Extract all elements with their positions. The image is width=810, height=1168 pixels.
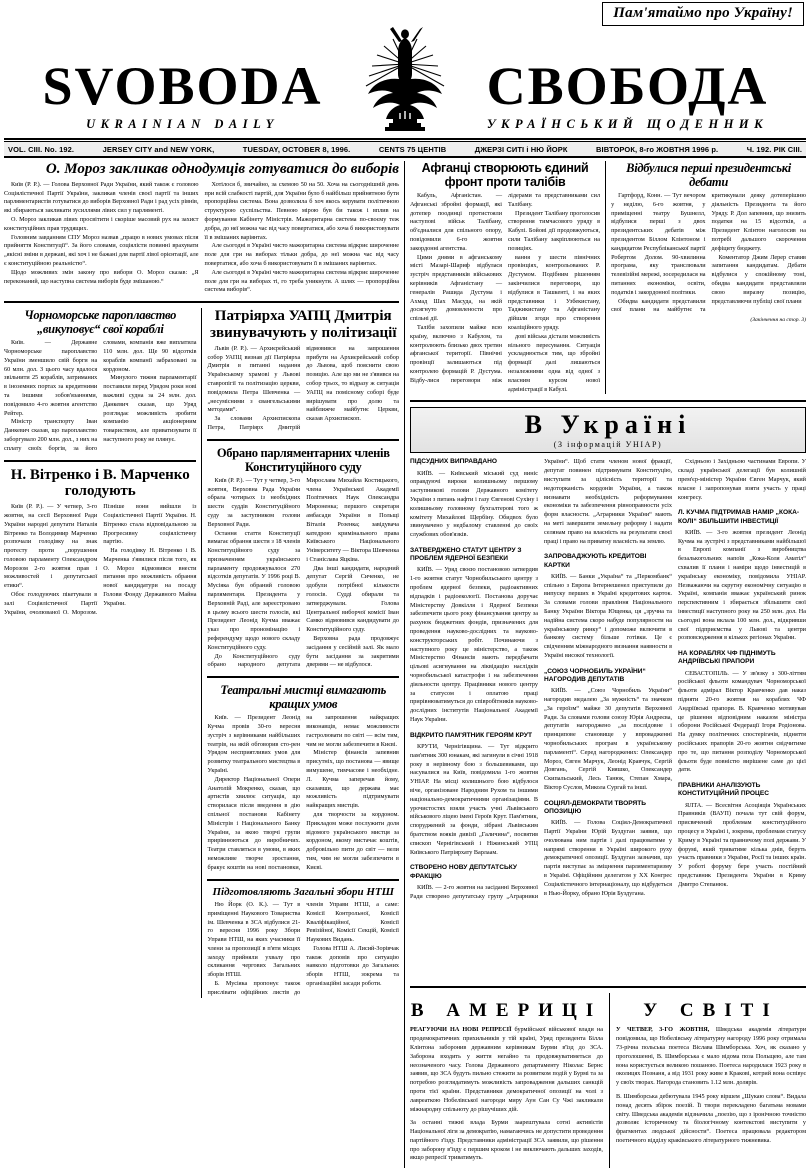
article-vitrenko-body: [4, 503, 196, 617]
ukraine-section-title: В Україні: [524, 410, 692, 440]
left-lower-block: [4, 308, 399, 998]
left-half: [4, 161, 404, 1168]
paragraph: Два інші кандидати, народний депутат Сергій Сиченко, не здобули потрібної кількости голосів. Судді обирали та затверджували. Голова Центральної виборчої комісії Іван Самко відмовився кандидувати до Конституційного суду.: [306, 564, 399, 634]
paragraph: Коментатор Джим Лерер ставив запитання кандидатам. Дебати відбулися у спокійному тоні, обидва кандидати представляли свою виразну позицію, представляючи публіці свої плани: [711, 253, 806, 305]
digest-subhead: ВІДКРИТО ПАМ'ЯТНИК ГЕРОЯМ КРУТ: [410, 731, 532, 739]
paragraph: Президент Талібану проголосив створення тимчасового уряду в Кабулі. Бойові дії продовжуються, сили Талібану закріплюються на позиціях.: [508, 209, 601, 252]
right-col-5-6: [410, 161, 605, 394]
masthead-subtitle-en: UKRAINIAN DAILY: [86, 117, 279, 131]
digest-text: КИЇВ. — Голова Соціял-Демократичної Партії України Юрій Буздуган заявив, що очолювана ним партія і далі працюватиме у напрямі створення в Україні широкого руху демократичної опозиції. Буздуган зазначив, що партія виступає за зміцнення парляментаризму в Україні. Офіційним делегатом у XX Конгрес Соціялістичного інтернаціоналу, що відбудеться в Нью-Йорку, обрано Юрія Буздугана.: [544, 819, 672, 897]
article-vitrenko-headline: Н. Вітренко і В. Марченко голодують: [10, 466, 190, 500]
digest-text: КИЇВ. — Банки „Україна“ та „Перкомбанк“ спільно з Европа Інтернешенел приступили до випуску перших в Україні кредитових карток. За словами голови правління Національного Банку України Віктора Ющенка, ця „зручна та надійна система скоро набуде популярности на українському ринку“ і допоможе включити в банкову систему більше готівки. Це є свідченням міжнародного визнання наявности в Україні високої технології.: [544, 572, 672, 659]
america-section-body: [410, 1026, 603, 1163]
article-patriarch-headline: Патріярха УАПЦ Дмитрія звинувачують у політизації: [210, 308, 397, 341]
digest-item: [678, 509, 806, 643]
paragraph: Київ (Р. Р.). — Голова Верховної Ради України, який також є головою Соціялістичної Партії України, закликав членів своєї партії та інших парляментаристів готуватися до виборів Верховної Ради і рад усіх рівнів, які збираються закликати зусиллями лівих сил у парляменті.: [4, 180, 199, 215]
article-theatre-body: [207, 714, 399, 872]
digest-subhead: СОЦІЯЛ-ДЕМОКРАТИ ТВОРЯТЬ ОПОЗИЦІЮ: [544, 799, 647, 815]
article-chornomorske-headline: Чорноморське пароплавство „викуповує“ свої кораблі: [24, 308, 177, 337]
paragraph: Але сьогодні в Україні чисто мажоритарна система відкриє широченне поле для гри на виборах тільки добра, до неї можна час від часу повертатися, або хоча б використовувати її в змішаних варіянтах.: [204, 242, 399, 267]
america-section: [410, 993, 609, 1168]
paragraph: Київ. — Державне Чорноморське пароплавство України зменшило свій борги на 60 млн. дол. З цього часу вдалося звільнити 25 кораблів, затриманих в іноземних портах за кредитними та іншими зобов'язаннями, повідомило 4-го жовтня агентство Рейтер.: [4, 339, 98, 417]
digest-subhead: ЗАТВЕРДЖЕНО СТАТУТ ЦЕНТРУ З ПРОБЛЕМ ЯДЕРНОЇ БЕЗПЕКИ: [410, 546, 522, 563]
slogan-text: Пам'ятаймо про Україну!: [602, 2, 804, 26]
article-theatre: [207, 683, 399, 872]
paragraph: Обидва кандидати представили свої плани на майбутнє та критикували деяку дотеперішню діяльність Президента та його Уряду. Р. Дол запевнив, що знизить податки на 15 відсотків, а Президент Клінтон наголосив на потребі дальшого скорочення дефіциту бюджету.: [611, 192, 806, 314]
divider: [4, 301, 399, 303]
brief-lead: У ЧЕТВЕР, 3-ГО ЖОВТНЯ,: [615, 1026, 710, 1034]
digest-subhead: НА КОРАБЛЯХ ЧФ ПІДНІМУТЬ АНДРІЇВСЬКІ ПРАПОРИ: [678, 650, 776, 666]
masthead-title-uk: СВОБОДА: [486, 55, 769, 116]
paragraph: Київ. — Президент Леонід Кучма провів 30-го вересня зустріч з керівниками найбільших театрів, на якій обговорив сто-рен Урядом несприятливих умов для розвитку театрального мистецтва в Україні.: [207, 714, 301, 775]
digest-subhead: ЗАПРОВАДЖУЮТЬ КРЕДИТОВІ КАРТКИ: [544, 553, 647, 569]
brief-item: [410, 1026, 603, 1114]
digest-text: КИЇВ. — Київський міський суд виніс оправдуючі вироки колишньому першому заступникові голови Державного комітету України з питань нафти і газу Євгенові Сухіну і колишньому головному бухгалтерові того ж комітету Михайлові Щербіну. Обидвох було звинувачено у недбалому ставленні до своїх службових обов'язків.: [410, 469, 538, 539]
dateline-date-en: TUESDAY, OCTOBER 8, 1996.: [242, 144, 351, 154]
left-col-1-2: [4, 308, 201, 998]
digest-item: [410, 458, 538, 540]
article-moroz-headline: О. Мороз закликав однодумців готуватися до виборів: [45, 161, 399, 177]
digest-item: [678, 650, 806, 775]
brief-item: [616, 1026, 806, 1088]
brief-item: [616, 1093, 806, 1146]
ukraine-section-subtitle: (З інформацій УНІАР): [553, 440, 663, 450]
paragraph: Хотілося б, звичайно, за схемою 50 на 50. Хоча на сьогоднішній день при всій слабкості партій, для України було б найбільш прийнятною бути пропорційна система. Вона дозволила б хоч якось керувати політичною структурою суспільства. Певною мірою був би також і вплив на формування Кабінету Міністрів. Мажоритарна система по-своєму теж добра, до неї можна час від часу повертатися, або хоча б використовувати її в змішаних варіянтах.: [204, 180, 399, 241]
paragraph: вання у шести північних провінціях, контрольованих Р. Дустумом. Подібним рішенням закінчилися переговори, що відбулися в Ташкенті, і на яких представники і Узбекистану, Таджикистану та Афганістану дійшли згоди про створення коаліційного уряду.: [508, 253, 601, 331]
article-constitutional-court-headline: Обрано парляментарних членів Конституційного суду: [216, 445, 390, 474]
paragraph: Кабуль, Афганістан. — Афганські збройні формації, які дотепер поодинці протистояли наступові військ Талібану, об'єдналися для спільного опору, повідомили 6-го жовтня закордонні агентства.: [410, 192, 503, 252]
paragraph: Гартфорд, Конн. — Тут вечором у неділю, 6-го жовтня, у приміщенні театру Бушнелл, відбулися перші з двох президентських дебатів між президентом Біллом Клінтоном і кандидатом Республіканської партії Робертом Долом. 90-хвилинна програма, яку транслювали телевізійні мережі, зосередилася на питаннях економіки, освіти, податків і закордонної політики.: [611, 192, 706, 296]
divider: [207, 879, 399, 881]
paragraph: Таліби захопили майже всю країну, включно з Кабулом, та контролюють близько двох третин афганської території. Північні провінції залишаються під контролею формацій Р. Дустума. Відбу-лися переговори між лідерами та представниками сил Талібану.: [410, 192, 601, 384]
digest-item: [678, 782, 806, 889]
paragraph: Київ (Р. Р.). — У четвер, 3-го жовтня, на сесії Верховної Ради України народні депутати Наталія Вітренко та Володимир Марченко розпочали голодівку на знак протесту проти „порушення головою парламенту Олександром Морозом 2-го жовтня прав і можливостей і депутатської етики“.: [4, 503, 98, 590]
paragraph: Щодо можливих змін закону про вибори О. Мороз сказав: „Я переконаний, що наступна система виборів буде змішаною.“: [4, 268, 199, 285]
paragraph: для творчости за кордоном. Прикладом може послужити доля відомого українського мистця за кордоном, якому вистачає коштів, добровільно пити до світ — вели тим, чим не могли забезпечити в Києві.: [306, 811, 399, 871]
brief-text: За останні тижні влада Бурми заарештувала сотні активістів Національної ліги за демократію, намагаючись не допустити проведення партійного з'їзду. Представники адміністрації ЗСА заявили, що рішення про заборону в'їзду є першим кроком і не виключають дальших заходів, якщо репресії триватимуть.: [410, 1119, 603, 1162]
brief-lead: РЕАГУЮЧИ НА НОВІ РЕПРЕСІЇ: [410, 1026, 512, 1034]
digest-subhead: „СОЮЗ ЧОРНОБИЛЬ УКРАЇНИ“ НАГОРОДИВ ДЕПУТАТІВ: [544, 667, 646, 683]
article-ntsh-headline: Підготовляють Загальні збори НТШ: [212, 885, 395, 898]
article-vitrenko: [4, 467, 196, 618]
page-grid: [4, 158, 806, 1168]
digest-item: [410, 732, 538, 858]
slogan-box: [602, 2, 804, 26]
paragraph: Головним завданням СПУ Мороз назвав „працю в нових умовах після прийняття Конституції“. За його словами, соціялісти повинні врахувати „якісні зміни в державі, які хоч і не бажані для партії лівої орієнтації, але є конституційною реальністю“.: [4, 233, 199, 267]
article-afghan-headline: Афганці створюють єдиний фронт проти талібів: [421, 161, 589, 189]
paragraph: Київ (Р. Р.). — Тут у четвер, 3-го жовтня, Верховна Рада України обрала чотирьох із необхідних шести суддів Конституційного суду за заступником голови Верховної Ради.: [207, 476, 301, 528]
digest-text: КИЇВ. — Уряд своєю постановою затвердив 1-го жовтня статут Чорнобильського центру з проблем ядерної безпеки, радіоактивних відпадків і радіоекології. Постанова доручає Міністерству Довкілля і Ядерної Безпеки забезпечити цього року фінансування центру за рахунок бюджетних фондів, призначених для проведення науково-дослідних та науково-конструкторських робіт. Починаючи з наступного року це міністерство, а також Міністерство Фінансів мають передбачати цільові асигнування на ліквідацію наслідків чорнобильської катастрофи і на забезпечення діяльности центру. Працівники нового центру за статусом і оплатою праці прирівнюватимуться до співробітників науково-дослідних інститутів Національної Академії Наук України.: [410, 566, 538, 723]
article-chornomorske-body: [4, 339, 196, 453]
masthead-ukrainian: [465, 55, 790, 132]
dateline-volume-uk: Ч. 192. РІК CIII.: [746, 144, 803, 154]
divider: [207, 676, 399, 678]
digest-item: [544, 800, 672, 899]
article-constitutional-court: [207, 446, 399, 671]
dateline-city-en: JERSEY CITY and NEW YORK,: [102, 144, 215, 154]
liberty-monument-emblem: [345, 24, 465, 132]
paragraph: Цими днями в афганському місті Мазарі-Шариф відбулася зустріч представників військових керівників Афганістану — генералів Рашида Дустума і Ахмад Шах Масуда, на якій досягнуто домовлености про спільні дії.: [410, 253, 503, 323]
digest-item: [544, 668, 672, 793]
world-section-body: [616, 1026, 806, 1145]
ukraine-section-digest: [410, 458, 806, 980]
dateline-price: CENTS 75 ЦЕНТІВ: [378, 144, 447, 154]
paragraph: Голова НТШ А. Лисий-Зорівчак також доповів про ситуацію навколо підготовки до Загальних зборів НТШ, зокрема та організаційні засади роботи.: [306, 944, 399, 988]
article-moroz-body: [4, 181, 399, 295]
article-chornomorske: [4, 308, 196, 453]
dateline-city-uk: ДЖЕРЗІ СИТІ і НЮ ЙОРК: [474, 144, 568, 154]
paragraph: Львів (Р. Р.). — Архиєрейський собор УАПЦ визнав дії Патріярха Дмитрія в питанні надання Українському храмові у Львові ставропігії та політизацію церкви, повідомила Петра Шевченка — „несумісними з євангельськими методами“.: [207, 344, 301, 414]
article-ntsh: [207, 886, 399, 998]
paragraph: Верховна рада продовжує засідання у сесійній залі. Як мало бути засідання за закритими дверями — не відбулося.: [306, 635, 399, 669]
digest-subhead: СТВОРЕНО НОВУ ДЕПУТАТСЬКУ ФРАКЦІЮ: [410, 864, 518, 880]
digest-text: КРУТИ, Чернігівщина. — Тут відкрито пам'ятник 300 юнакам, які загинули в січні 1918 року в нерівному бою з большевиками, що насувалися на Київ, повідомила 1-го жовтня УНІАР. На місці колишнього бою відбулося віче, організоване Народним Рухом та іншими національно-демократичними організаціями. В урочистостях взяли участь учні Львівського військового ліцею імені Героїв Крут. Пам'ятник, споруджений за фонди, зібрані Львівським братством вояків дивізії „Галичина“, посвятив єпископ Чернігівський і Ніжинський УПЦ Київського Патріярхату Варлаам.: [410, 742, 538, 856]
brief-text: В. Шимборська дебютувала 1945 року віршем „Шукаю слова“. Видала понад десять збірок поезій. Її твори перекладено багатьма мовами світу. Шведська академія відзначила „поезію, що з іронічною точністю дозволяє історичному та біологічному контекстові виступити у фрагментах людської дійсности“. Поетеса працювала редактором поетичного відділу краківського літературного тижневика.: [615, 1092, 806, 1144]
paragraph: Минулого тижня парламентарії поставили перед Урядом роки нові важливі судна за 24 млн. дол. Данкевич сказав, що Уряд розглядає можливість зробити компанію акціонерним товариством, але приватизувати її наступного року не плянує.: [103, 374, 197, 443]
article-afghan-body: [410, 192, 600, 394]
digest-text: Східньою і Західньою частинами Европи. У складі української делегації був колишній прем'єр-міністер України Євген Марчук, який власне і запропонував взяти участь у праці конгресу.: [678, 458, 806, 501]
world-section: [609, 993, 806, 1168]
digest-subhead: ПІДСУДНИХ ВИПРАВДАНО: [410, 458, 497, 466]
paragraph: Директор Національної Опери Анатолій Мокренко, сказав, що артистів хвилює ситуація, що створилася після введення в дію спільної постанови Кабінету Міністрів і Національного Банку України, за якою творчі групи прирівнюються до виробничих. Театри ставляться в умови, в яких неможливе творче зростання, бракує коштів на нові постановки, на запрошення найкращих виконавців, немає можливости гастролювати по світі — всім тим, чим не могли забезпечити в Києві.: [207, 714, 399, 871]
paragraph: Б. Мусіяка пропонує також прислівати офіційних листів до членів Управи НТШ, а саме: Комісії Контрольної, Комісії Кваліфікаційної, Комісії Ревізійної, Комісії Секцій, Комісії Наукових Видань.: [207, 900, 399, 996]
paragraph: До Конституційного суду обрано народного депутата Мирослава Михайла Костицького, члена Української Академії Політичних Наук Олександра Мироненка; першого секретаря амбасади України в Польщі Віталія Розенка; завідувача катедрою кримінального права Київського Національного Університету — Віктора Шевченка і Станіслава Яцківа.: [207, 476, 399, 669]
dateline-volume: VOL. CIII. No. 192.: [8, 144, 75, 154]
masthead-rule: [4, 138, 806, 140]
divider: [410, 986, 806, 988]
masthead-title-en: SVOBODA: [42, 55, 323, 116]
paragraph: Ню Йорк (О. К.). — Тут в приміщенні Наукового Товариства ім. Шевченка в ЗСА відбулися 21-го вересня 1996 року Збори Управи НТШ, на яких учасники її члени за пропозиції в п'яти місцях заходу прийняли ухвалу про скликання чергових Загальних зборів НТШ.: [207, 900, 301, 979]
paragraph: Обоє голодуючих пікетували в залі Соціялістичної Партії України, очолюваної О. Морозом. Пізніше вони вийшли із Соціялістичної Партії України. Н. Вітренко стала відповідальною за Прогресивну соціялістичну партію.: [4, 503, 197, 616]
article-theatre-headline: Театральні мистці вимагають кращих умов: [220, 683, 387, 712]
digest-text: СЕВАСТОПІЛЬ. — У зв'язку з 300-літтям російської фльоти командувач Чорноморської фльоти адмірал Віктор Кравченко дав наказ підняти 20-го жовтня на кораблях ЧФ Андріївські прапори. В. Кравченко мотивував це рішення відповідним наказом міністра оборони Російської Федерації Ігоря Родіонова. На думку політичних спостерігачів, підняття російських прапорів 20-го жовтня свідчитиме про те, що питання розподілу Чорноморської фльоти буде повністю вирішене саме до цієї дати.: [678, 669, 806, 774]
paragraph: Міністер фінансів запевнив присутніх, що постанова — явище вимушене, тимчасове і необхідне. Л. Кучма заперечав йому, сказавши, що держава має можливість підтримувати найкращих мистців.: [306, 749, 399, 810]
america-section-banner: В АМЕРИЦІ: [410, 1000, 603, 1022]
paragraph: За словами Архиєпископа Петра, Патріярх Дмитрій відмовився на запрошення прибути на Архиєрейський собор до Львова, щоб пояснити свою позицію. Але що ми не з'явився на собор трьох, то відразу ж ситуація УАПЦ на помісному соборі буде вирішувати про долю та найближче майбутнє Церкви, сказав Архиєпископ.: [207, 344, 399, 431]
dateline-date-uk: ВІВТОРОК, 8-го ЖОВТНЯ 1996 р.: [596, 144, 719, 154]
world-section-banner: У СВІТІ: [643, 1000, 779, 1022]
digest-item: [678, 458, 806, 502]
article-ntsh-body: [207, 901, 399, 998]
article-moroz: [4, 161, 399, 295]
paragraph: На голодівку Н. Вітренко і В. Марченка з'явилися після того, як О. Мороз відмовився внести питання про можливість обрання нової кандидатури на посаду Голови Фонду Державного Майна України.: [103, 547, 197, 607]
divider: [207, 439, 399, 441]
article-debates-continuation: (Закінчення на стор. 3): [750, 317, 806, 324]
article-constitutional-court-body: [207, 477, 399, 671]
right-half: [404, 161, 806, 1168]
digest-subhead: Л. КУЧМА ПІДТРИМАВ НАМІР „КОКА-КОЛІ“ ЗБІЛЬШИТИ ІНВЕСТИЦІЇ: [678, 509, 800, 525]
digest-text: КИЇВ. — 2-го жовтня на засіданні Верховної Ради створено депутатську групу „Аграрники України“. Щоб стати членом нової фракції, депутат повинен підтримувати Конституцію, виступати за цілісність території та недоторканість кордонів України, а також визнавати необхідність реформування економіки та забезпечення рівноправности усіх форм власности. „Аграрники України“ мають на меті завершити земельну реформу і надати селянам право на власність на результати своєї праці і право на приватну власність на землю.: [410, 458, 672, 900]
divider: [4, 460, 196, 462]
digest-text: КИЇВ. — 3-го жовтня президент Леонід Кучма на зустрічі з представниками найбільшої в Европі компанії з виробництва безалькогольних напоїв „Кока-Коля Аматіл“ схвалив її плани і наміри щодо інвестицій в українську економіку, повідомила УНІАР. Незважаючи на скрутну економічну ситуацію в Україні, компанія вважає український ринок перспективним і збирається збільшити свої інвестиції наступного року на 250 млн. дол. На сьогодні вона вклала 100 млн. дол., відкривши свої підприємства у Львові та центри розповсюдження в кількох регіонах України.: [678, 528, 806, 642]
right-col-7-8: [605, 161, 806, 394]
digest-text: КИЇВ. — „Союз Чорнобиль України“ нагородив медалею „За мужність“ та значком „За героїзм“ майже 30 депутатів Верховної Ради. За словами голови союзу Юрія Андреєва, депутатів нагороджено „за послідовне і принципове становище у впровадженні чорнобильських програм в українському парламенті“. Серед нагороджених: Олександер Мороз, Євген Марчук, Леонід Кравчук, Сергій Довгань, Сергій Кияшко, Олександер Скипальський, Лесь Танюк, Степан Хмара, Віктор Суслов, Микола Сургай та інші.: [544, 687, 672, 791]
article-patriarch: [207, 308, 399, 433]
paragraph: Але сьогодні в Україні чисто мажоритарна система відкриє широченне поле для гри на виборах ті, го треба уникнути. А шлях — пропорційна система виборів“.: [204, 268, 399, 294]
left-col-3-4: [201, 308, 399, 998]
paragraph: Остання стаття Конституції вимагає обрання шести з 18 членів Конституційного суду за призначенням українського парламенту продовжувалося 270 відсотків депутатів. У 1996 році В. Мусіяка був обраний головою парляментаря. Президента у Верховній Раді, але зареєстровано в цьому всього шести голосів, які Президент Леонід Кучма вважає указ про прономінацію і референдуму щодо нового складу Конституційного суду.: [207, 529, 301, 651]
digest-item: [544, 553, 672, 660]
brief-text: бурмійської військової влади на продемократичних прихильників у тій країні, Уряд президента Білла Клінтона заборонив державним керівникам Бурми в'їзд до ЗСА. Заборона входить у життя негайно та продовжуватиметься до неозначеного часу. Голова Державного департаменту Ніколас Бернс заявив, що ЗСА будуть пильно стежити за розвитком подій у Бурмі та за потребою розглядатимуть можливість запровадження дальших санкцій проти тієї країни. Представники демократичної опозиції на чолі з лавреаткою Нобелівської нагороди миру Аун Сан Су Чжі закликали міжнародну спільноту до рішучіших дій.: [410, 1026, 603, 1113]
dateline-bar: [4, 141, 806, 158]
right-top-block: [410, 161, 806, 394]
digest-text: ЯЛТА. — Всесвітня Асоціяція Українських Правників (ВАУП) почала тут свій форум, присвячений проблемам конституційного процесу в Україні і, зокрема, проблемам статусу Криму в Україні та правничому полі держави. У форумі, який триватиме кілька днів, беруть участь правники з України, Росії та інших країн. У роботі форуму бере участь постійний представник Президента України в Криму Дмитро Степанюк.: [678, 801, 806, 888]
bottom-sections: [410, 993, 806, 1168]
brief-item: [410, 1119, 603, 1163]
ukraine-section-banner: [410, 407, 806, 453]
masthead-subtitle-uk: УКРАЇНСЬКИЙ ЩОДЕННИК: [486, 117, 769, 131]
article-debates-headline: Відбулися перші президентські дебати: [626, 161, 791, 189]
paragraph: дові війська дістали можливість вільного пересування. Ситуація ускладнюється тим, що збройні формації далі лишаються незалежними одна від одної з власним курсом нової адміністрації в Кабулі.: [508, 332, 601, 393]
masthead-english: [20, 55, 345, 132]
article-patriarch-body: [207, 345, 399, 433]
digest-item: [410, 547, 538, 725]
article-debates-body: [611, 192, 806, 315]
digest-subhead: ПРАВНИКИ АНАЛІЗУЮТЬ КОНСТИТУЦІЙНИЙ ПРОЦЕС: [678, 782, 770, 798]
brief-text: Шведська академія літератури повідомила, що Нобелівську літературну нагороду 1996 року отримала 73-річна польська поетеса Віслава Шимборська. Хоч, як сказано у проголошенні, В. Шимборська є мало відома поза Польщею, але там вона користується великою пошаною. Поетеса народилася 1923 року в околицях Познаня, а від 1931 року живе в Кракові, котрий вона оспівує у своїх творах. Нагорода становить 1.12 млн. долярів.: [615, 1026, 806, 1087]
paragraph: Міністр транспорту Іван Данкевич сказав, що пароплавство заборгувало 200 млн. дол., з них на сплату своїх боргів, за його словами, компанія вже виплатила 110 млн. дол. Ще 90 відсотків кораблів компанії забраховані за кордоном.: [4, 339, 197, 452]
divider: [410, 400, 806, 402]
paragraph: О. Мороз закликав лівих просвітити і скоріше масовий рух на захист конституційних прав трудящих.: [4, 215, 199, 232]
